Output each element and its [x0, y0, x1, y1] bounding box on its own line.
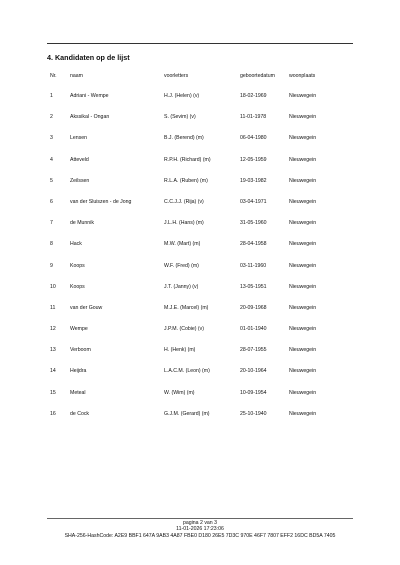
cell-naam: Akssikal - Ongan — [70, 114, 110, 121]
cell-woonplaats: Nieuwegein — [289, 410, 317, 417]
print-datetime: 11-01-2026 17:23:06 — [176, 526, 224, 532]
cell-woonplaats: Nieuwegein — [289, 326, 317, 333]
header-naam: naam — [70, 73, 83, 79]
cell-voorletters: M.W. (Mart) (m) — [164, 241, 201, 248]
cell-nr: 4 — [50, 156, 53, 163]
table-row — [47, 409, 357, 430]
cell-nr: 6 — [50, 198, 53, 205]
table-body — [47, 91, 357, 430]
cell-naam: de Munnik — [70, 220, 94, 227]
table-row — [47, 133, 357, 154]
cell-naam: Koops — [70, 262, 85, 269]
cell-geboortedatum: 10-09-1954 — [240, 389, 267, 396]
cell-geboortedatum: 13-05-1951 — [240, 283, 267, 290]
cell-naam: Koops — [70, 283, 85, 290]
cell-geboortedatum: 11-01-1978 — [240, 114, 267, 121]
cell-naam: Heijdra — [70, 368, 87, 375]
cell-voorletters: J.L.H. (Hans) (m) — [164, 220, 204, 227]
cell-voorletters: M.J.E. (Marcel) (m) — [164, 304, 209, 311]
cell-nr: 2 — [50, 114, 53, 121]
cell-geboortedatum: 25-10-1940 — [240, 410, 267, 417]
cell-naam: de Cock — [70, 410, 90, 417]
cell-voorletters: L.A.C.M. (Leon) (m) — [164, 368, 210, 375]
cell-nr: 13 — [50, 347, 56, 354]
cell-nr: 3 — [50, 135, 53, 142]
table-row — [47, 112, 357, 133]
cell-voorletters: W. (Wim) (m) — [164, 389, 195, 396]
cell-nr: 1 — [50, 93, 53, 99]
cell-woonplaats: Nieuwegein — [289, 114, 317, 121]
cell-geboortedatum: 28-04-1958 — [240, 241, 267, 248]
cell-voorletters: J.T. (Janny) (v) — [164, 283, 199, 290]
cell-voorletters: S. (Sevim) (v) — [164, 114, 196, 121]
cell-woonplaats: Nieuwegein — [289, 93, 317, 99]
cell-woonplaats: Nieuwegein — [289, 304, 317, 311]
cell-woonplaats: Nieuwegein — [289, 135, 317, 142]
cell-nr: 10 — [50, 283, 56, 290]
table-row — [47, 155, 357, 176]
cell-geboortedatum: 03-11-1960 — [240, 262, 267, 269]
cell-voorletters: C.C.J.J. (Rija) (v) — [164, 198, 204, 205]
cell-naam: van der Gouw — [70, 304, 103, 311]
table-row — [47, 345, 357, 366]
header-nr: Nr. — [50, 73, 57, 79]
cell-nr: 12 — [50, 326, 56, 333]
cell-voorletters: J.P.M. (Cobie) (v) — [164, 326, 204, 333]
cell-voorletters: H. (Henk) (m) — [164, 347, 196, 354]
table-row — [47, 324, 357, 345]
table-row — [47, 239, 357, 260]
table-row — [47, 388, 357, 409]
cell-naam: Atteveld — [70, 156, 89, 163]
cell-nr: 15 — [50, 389, 56, 396]
cell-nr: 11 — [50, 304, 56, 311]
cell-woonplaats: Nieuwegein — [289, 347, 317, 354]
table-row — [47, 91, 357, 112]
table-row — [47, 261, 357, 282]
cell-geboortedatum: 31-05-1960 — [240, 220, 267, 227]
cell-nr: 9 — [50, 262, 53, 269]
cell-woonplaats: Nieuwegein — [289, 389, 317, 396]
cell-voorletters: G.J.M. (Gerard) (m) — [164, 410, 210, 417]
cell-naam: Wempe — [70, 326, 88, 333]
cell-geboortedatum: 28-07-1955 — [240, 347, 267, 354]
cell-nr: 5 — [50, 177, 53, 184]
cell-geboortedatum: 03-04-1971 — [240, 198, 267, 205]
page-number: pagina 2 van 3 — [182, 520, 218, 526]
cell-naam: van der Sluiszen - de Jong — [70, 198, 132, 205]
cell-nr: 16 — [50, 410, 56, 417]
header-woonplaats: woonplaats — [289, 73, 316, 79]
cell-voorletters: W.F. (Fred) (m) — [164, 262, 199, 269]
cell-geboortedatum: 12-05-1959 — [240, 156, 267, 163]
candidates-table — [47, 71, 357, 430]
cell-naam: Hack — [70, 241, 82, 248]
cell-woonplaats: Nieuwegein — [289, 177, 317, 184]
cell-geboortedatum: 20-10-1964 — [240, 368, 267, 375]
header-geboortedatum: geboortedatum — [240, 73, 275, 79]
table-row — [47, 282, 357, 303]
cell-voorletters: B.J. (Berend) (m) — [164, 135, 204, 142]
cell-naam: Meteal — [70, 389, 86, 396]
cell-nr: 14 — [50, 368, 56, 375]
cell-nr: 8 — [50, 241, 53, 248]
cell-nr: 7 — [50, 220, 53, 227]
cell-woonplaats: Nieuwegein — [289, 220, 317, 227]
table-row — [47, 197, 357, 218]
cell-geboortedatum: 06-04-1980 — [240, 135, 267, 142]
cell-naam: Lensen — [70, 135, 88, 142]
table-row — [47, 303, 357, 324]
table-row — [47, 176, 357, 197]
cell-geboortedatum: 19-03-1982 — [240, 177, 267, 184]
cell-geboortedatum: 01-01-1940 — [240, 326, 267, 333]
cell-voorletters: R.L.A. (Ruben) (m) — [164, 177, 208, 184]
top-divider — [47, 43, 353, 44]
cell-geboortedatum: 20-09-1968 — [240, 304, 267, 311]
cell-woonplaats: Nieuwegein — [289, 198, 317, 205]
cell-naam: Adriani - Wempe — [70, 93, 109, 99]
cell-woonplaats: Nieuwegein — [289, 156, 317, 163]
section-title: 4. Kandidaten op de lijst — [47, 53, 130, 62]
footer-divider — [47, 518, 353, 519]
table-row — [47, 218, 357, 239]
cell-woonplaats: Nieuwegein — [289, 368, 317, 375]
cell-voorletters: H.J. (Helen) (v) — [164, 93, 200, 99]
table-header-row — [47, 71, 357, 91]
cell-woonplaats: Nieuwegein — [289, 262, 317, 269]
table-row — [47, 366, 357, 387]
cell-naam: Verboom — [70, 347, 91, 354]
cell-voorletters: R.P.H. (Richard) (m) — [164, 156, 211, 163]
cell-naam: Zeilssen — [70, 177, 90, 184]
header-voorletters: voorletters — [164, 73, 189, 79]
cell-geboortedatum: 18-02-1969 — [240, 93, 267, 99]
hash-code: SHA-256-HashCode: A2E9 BBF1 647A 9AB3 4A87 FBE0 D180 26E5 7D3C 970E 46F7 7807 EFF2 16DC BD5A 7405 — [64, 533, 336, 539]
cell-woonplaats: Nieuwegein — [289, 283, 317, 290]
cell-woonplaats: Nieuwegein — [289, 241, 317, 248]
